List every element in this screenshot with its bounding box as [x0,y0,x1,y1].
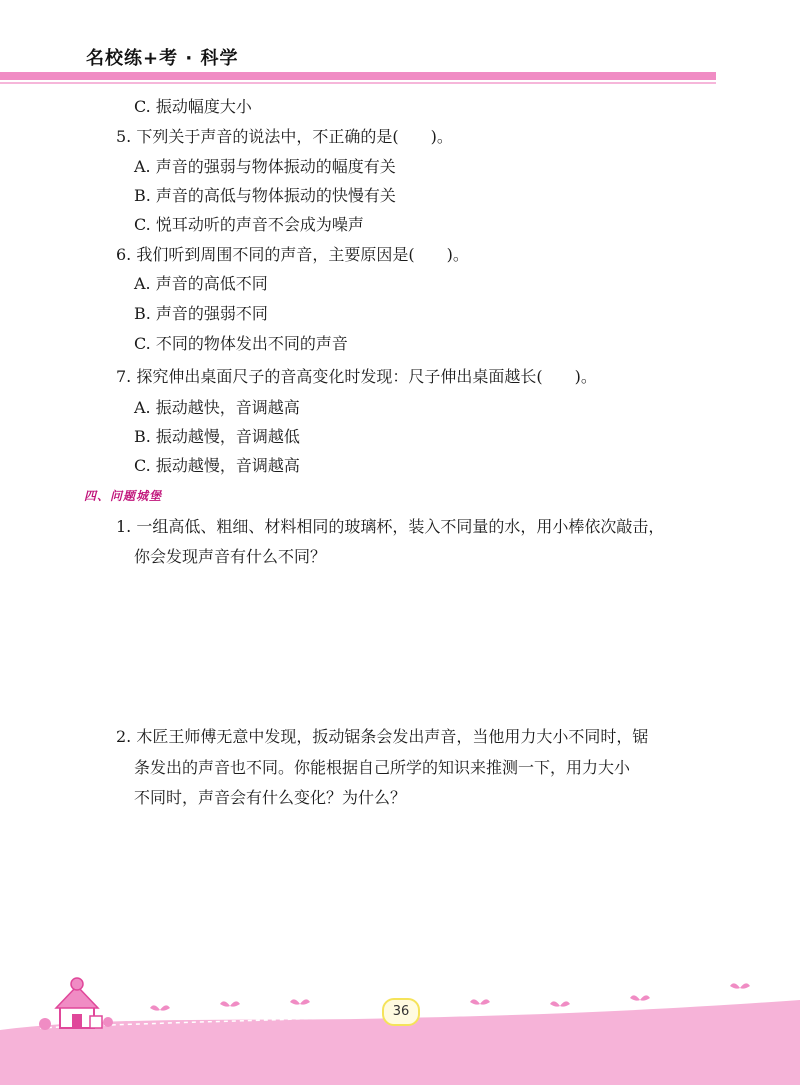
q7-option-a: A. 振动越快，音调越高 [134,398,300,417]
castle-icon [39,978,113,1030]
header-bar [0,72,716,80]
q6-option-a: A. 声音的高低不同 [134,274,268,293]
q4-option-c: C. 振动幅度大小 [134,97,252,116]
page-header [0,0,800,85]
q5-option-c: C. 悦耳动听的声音不会成为噪声 [134,215,364,234]
question-5: 5. 下列关于声音的说法中，不正确的是( )。 [116,127,453,146]
page-number: 36 [382,998,420,1026]
problem-2-line-3: 不同时，声音会有什么变化？为什么？ [134,788,407,807]
problem-1-line-2: 你会发现声音有什么不同？ [134,547,327,566]
problem-1-line-1: 1. 一组高低、粗细、材料相同的玻璃杯，装入不同量的水，用小棒依次敲击， [116,517,665,536]
problem-2-line-1: 2. 木匠王师傅无意中发现，扳动锯条会发出声音，当他用力大小不同时，锯 [116,727,649,746]
q5-option-b: B. 声音的高低与物体振动的快慢有关 [134,186,396,205]
problem-2-line-2: 条发出的声音也不同。你能根据自己所学的知识来推测一下，用力大小 [134,758,631,777]
question-6: 6. 我们听到周围不同的声音，主要原因是( )。 [116,245,469,264]
question-7: 7. 探究伸出桌面尺子的音高变化时发现：尺子伸出桌面越长( )。 [116,367,597,386]
section-title: 四、问题城堡 [84,489,163,503]
q7-option-c: C. 振动越慢，音调越高 [134,456,300,475]
q6-option-c: C. 不同的物体发出不同的声音 [134,334,348,353]
header-underline [0,82,716,84]
q5-option-a: A. 声音的强弱与物体振动的幅度有关 [134,157,396,176]
q6-option-b: B. 声音的强弱不同 [134,304,268,323]
header-title: 名校练+考 · 科学 [86,48,239,69]
q7-option-b: B. 振动越慢，音调越低 [134,427,300,446]
